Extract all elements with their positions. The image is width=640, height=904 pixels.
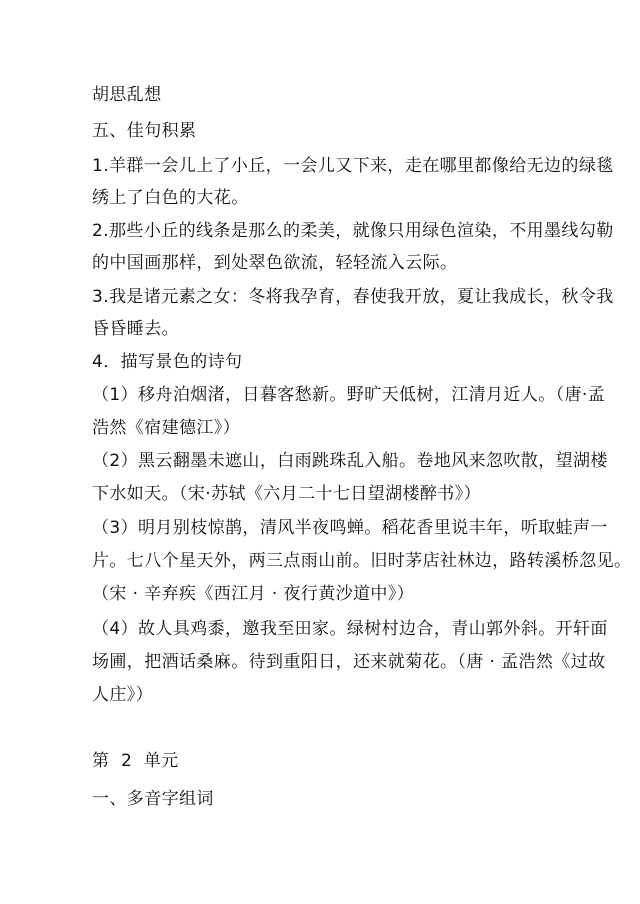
poem-line: 片。七八个星天外，两三点雨山前。旧时茅店社林边，路转溪桥忽见。 <box>92 551 632 571</box>
poem-line: （4）故人具鸡黍，邀我至田家。绿树村边合，青山郭外斜。开轩面 <box>92 619 608 639</box>
text-line: 1.羊群一会儿上了小丘，一会儿又下来，走在哪里都像给无边的绿毯 <box>92 156 614 176</box>
subsection-heading: 4．描写景色的诗句 <box>92 352 243 372</box>
poem-line: 人庄》） <box>92 685 154 705</box>
poem-line: 下水如天。（宋·苏轼《六月二十七日望湖楼醉书》） <box>92 484 482 504</box>
unit-heading: 第 2 单元 <box>92 751 179 771</box>
poem-line: （宋 · 辛弃疾《西江月 · 夜行黄沙道中》） <box>92 584 415 604</box>
heading-text: 胡思乱想 <box>92 85 162 105</box>
text-line: 3.我是诸元素之女：冬将我孕育，春使我开放，夏让我成长，秋令我 <box>92 287 614 307</box>
poem-line: （3）明月别枝惊鹊，清风半夜鸣蝉。稻花香里说丰年，听取蛙声一 <box>92 518 608 538</box>
poem-line: 场圃，把酒话桑麻。待到重阳日，还来就菊花。（唐 · 孟浩然《过故 <box>92 652 606 672</box>
poem-line: 浩然《宿建德江》） <box>92 418 241 438</box>
text-line: 昏昏睡去。 <box>92 319 179 339</box>
text-line: 的中国画那样，到处翠色欲流，轻轻流入云际。 <box>92 253 458 273</box>
section-heading: 一、多音字组词 <box>92 789 214 809</box>
section-heading: 五、佳句积累 <box>92 121 197 141</box>
poem-line: （1）移舟泊烟渚，日暮客愁新。野旷天低树，江清月近人。（唐·孟 <box>92 385 606 405</box>
poem-line: （2）黑云翻墨未遮山，白雨跳珠乱入船。卷地风来忽吹散，望湖楼 <box>92 451 608 471</box>
text-line: 2.那些小丘的线条是那么的柔美，就像只用绿色渲染，不用墨线勾勒 <box>92 221 614 241</box>
text-line: 绣上了白色的大花。 <box>92 188 249 208</box>
